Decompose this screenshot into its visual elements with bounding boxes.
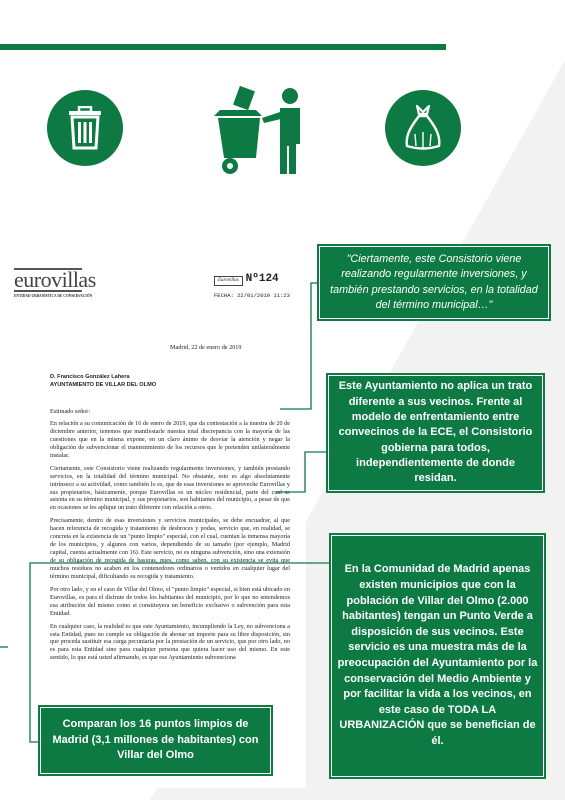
- callout-equal-treatment: Este Ayuntamiento no aplica un trato diferente a sus vecinos. Frente al modelo de enfrentamiento entre convecinos de la ECE, el Consistorio gobierna para todos, independientemente de donde residan.: [326, 373, 545, 493]
- letter-paragraph: En cualquier caso, la realidad es que este Ayuntamiento, incumpliendo la Ley, no subvenciona a esta Entidad, pues no cumple su obligación de abonar un importe para su libre disposición, sin que proceda sustituir esa carga pecuniaria por la prestación de un servicio, que por otro lado, no es para esta Entidad sino para cualquier persona que quiera hacer uso del mismo. En este sentido, lo que está usted afirmando, es que ese Ayuntamiento subvenciona: [50, 622, 290, 662]
- recipient-org: AYUNTAMIENTO DE VILLAR DEL OLMO: [50, 381, 157, 388]
- callout-comparison: Comparan los 16 puntos limpios de Madrid (3,1 millones de habitantes) con Villar del Olmo: [38, 705, 273, 776]
- quote-callout: "Ciertamente, este Consistorio viene realizando regularmente inversiones, y también prestando servicios, en la totalidad del término municipal…": [317, 244, 551, 321]
- page-number: 7: [521, 748, 538, 781]
- person-dumping-waste-icon: [210, 86, 314, 176]
- garbage-bag-icon: [385, 90, 461, 166]
- letter-paragraph: Por otro lado, y en el caso de Villar del Olmo, el "punto limpio" especial, si bien está ubicado en Eurovillas, es para el disfrute de todos los habitantes del municipio, por lo que no entendemos esa atribución del mismo como si constituyera un beneficio exclusivo o subvención para esta Entidad.: [50, 585, 290, 617]
- eurovillas-logo: eurovillas ENTIDAD URBANÍSTICA DE CONSERVACIÓN: [14, 267, 96, 298]
- top-accent-bar: [0, 44, 446, 50]
- letter-paragraph: Ciertamente, este Consistorio viene realizando regularmente inversiones, y también prestando servicios, en la totalidad del término municipal. No obstante, esto es algo absolutamente intrínseco a su actividad, como también lo es, que de esas inversiones se aproveche Eurovillas y sus propietarios, básicamente, porque Eurovillas es un núcleo residencial, parte del cual se asienta en su término municipal, y sus propietarios, son habitantes del municipio, a pesar de que en ocasiones se les aplique un trato diferente con relación a otros.: [50, 464, 290, 512]
- stamp-date: FECHA: 22/01/2019 11:23: [214, 292, 290, 300]
- letter-date: Madrid, 22 de enero de 2019: [170, 344, 242, 351]
- trash-bin-icon: [47, 90, 123, 166]
- letter-paragraph: Precisamente, dentro de esas inversiones y servicios municipales, se debe encuadrar, al que hacen referencia de recogida y tratamiento de desbroces y podas, servicio que, en realidad, se concreta en la existencia de un "punto limpio" especial, con el cual, cuentan la inmensa mayoría de los municipios, y algunos con varios, dependiendo de su tamaño (por ejemplo, Madrid capital, cuenta actualmente con 16). Este servicio, no es ninguna subvención, sino una extensión de su obligación de recogida de basuras, pues, como saben, con su existencia se evita que muchos residuos no acaben en los contenedores ordinarios o vertidos en cualquier lugar del término municipal, dificultando su recogida y tratamiento.: [50, 517, 290, 580]
- registry-stamp: [214, 272, 290, 299]
- stamp-number: Nº124: [245, 273, 279, 285]
- stamp-label: Eurovillas: [214, 276, 243, 286]
- letter-recipient: [50, 374, 156, 389]
- recipient-name: D. Francisco González Lahera: [50, 374, 130, 380]
- letter-paragraph: En relación a su comunicación de 16 de enero de 2019, que da contestación a la nuestra de 20 de diciembre anterior, tenemos que manifestarle nuestra total discrepancia con la mayoría de las cuestiones que en la misma expone, en un claro ánimo de desviar la atención y negar la obligación de subvencionar el mantenimiento de los recursos que le pretenden unilateralmente instalar.: [50, 420, 290, 459]
- letter-body: [50, 420, 290, 667]
- letter-salutation: Estimado señor:: [50, 408, 91, 415]
- callout-punto-verde: En la Comunidad de Madrid apenas existen municipios que con la población de Villar del Olmo (2.000 habitantes) tengan un Punto Verde a disposición de sus vecinos. Este servicio es una muestra más de la preocupación del Ayuntamiento por la conservación del Medio Ambiente y por facilitar la vida a los vecinos, en este caso de TODA LA URBANIZACIÓN que se benefician de él.: [329, 533, 546, 779]
